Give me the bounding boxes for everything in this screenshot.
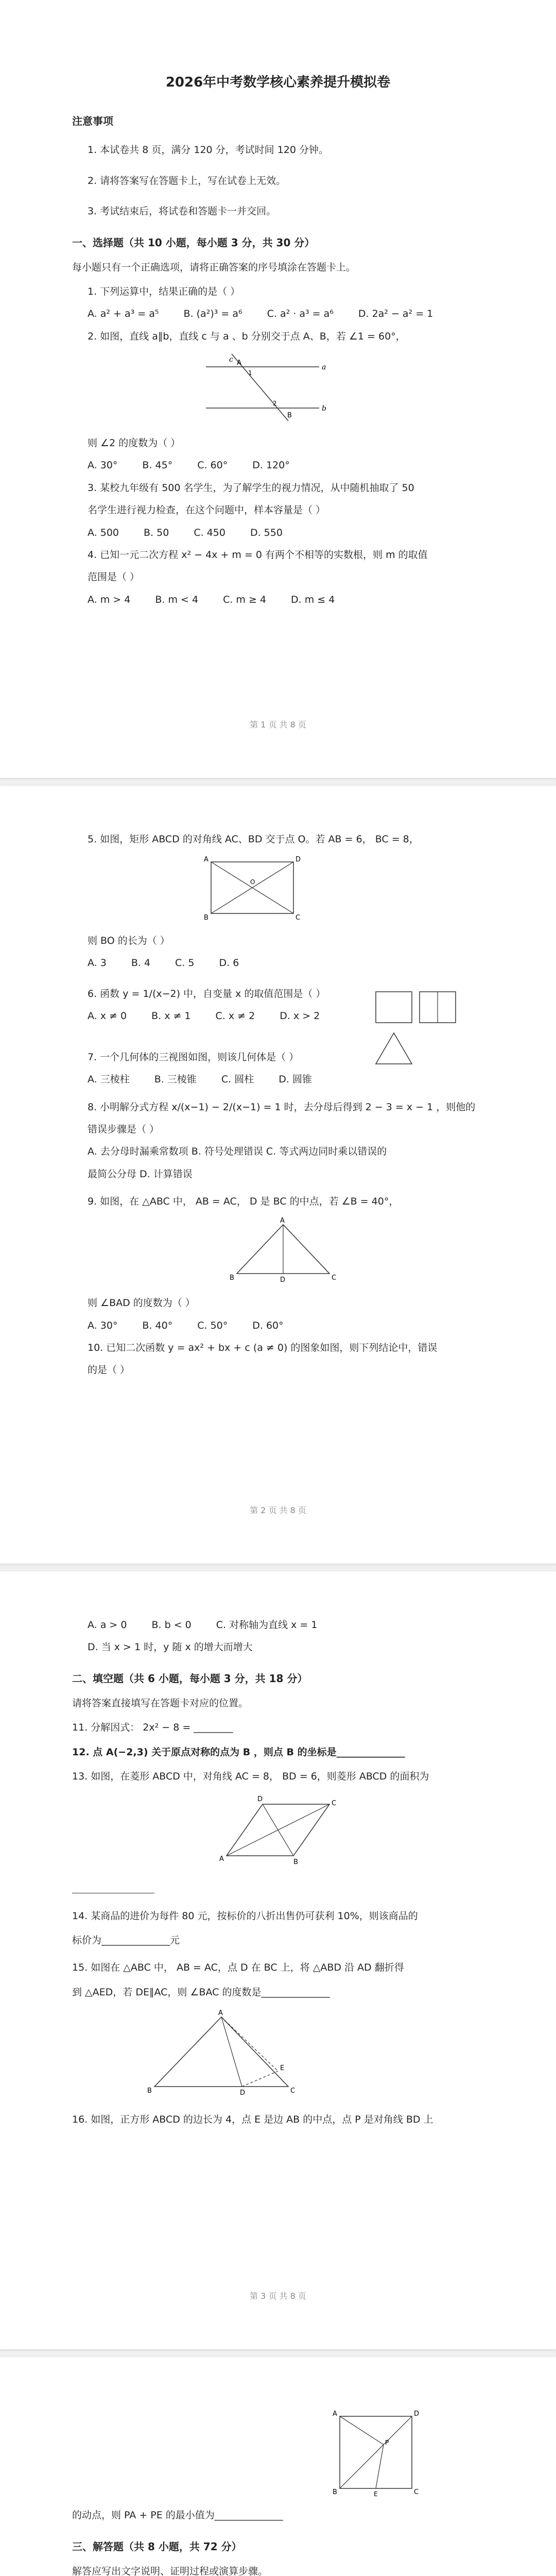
svg-text:C: C xyxy=(414,2488,419,2496)
page-footer: 第 3 页 共 8 页 xyxy=(250,2291,306,2301)
question-3: 3. 某校九年级有 500 名学生，为了解学生的视力情况，从中随机抽取了 50 xyxy=(88,482,414,494)
question-7: 7. 一个几何体的三视图如图，则该几何体是（ ） xyxy=(88,1051,299,1063)
svg-text:P: P xyxy=(385,2439,389,2446)
svg-text:B: B xyxy=(293,1858,298,1866)
option-c: C. 50° xyxy=(197,1319,228,1331)
svg-text:C: C xyxy=(296,914,301,922)
question-8-cont-3: 最简公分母 D. 计算错误 xyxy=(88,1168,193,1180)
question-2-cont: 则 ∠2 的度数为（ ） xyxy=(88,437,181,449)
rectangle-diagram xyxy=(201,854,304,921)
svg-text:O: O xyxy=(250,878,255,886)
svg-text:D: D xyxy=(240,2089,246,2097)
svg-text:b: b xyxy=(322,404,326,413)
svg-text:D: D xyxy=(414,2410,420,2418)
question-16: 16. 如图，正方形 ABCD 的边长为 4，点 E 是边 AB 的中点，点 P 是对角线 BD 上 xyxy=(72,2113,433,2125)
svg-text:D: D xyxy=(296,856,301,864)
option-a: A. 30° xyxy=(88,460,118,471)
svg-text:B: B xyxy=(333,2488,337,2496)
option-c: C. x ≠ 2 xyxy=(215,1010,255,1022)
svg-text:A: A xyxy=(204,856,208,864)
question-8: 8. 小明解分式方程 x/(x−1) − 2/(x−1) = 1 时，去分母后得到 2 − 3 = x − 1 ，则他的 xyxy=(88,1101,476,1113)
option-b: B. 45° xyxy=(142,460,173,471)
question-1: 1. 下列运算中，结果正确的是（ ） xyxy=(88,286,240,298)
option-d: D. x > 2 xyxy=(280,1010,320,1022)
svg-text:C: C xyxy=(332,1274,337,1282)
section-1-heading: 一、选择题（共 10 小题，每小题 3 分，共 30 分） xyxy=(72,236,315,249)
question-14: 14. 某商品的进价为每件 80 元，按标价的八折出售仍可获利 10%，则该商品的 xyxy=(72,1910,418,1922)
page-1 xyxy=(0,0,556,778)
svg-text:2: 2 xyxy=(273,400,277,408)
option-d: D. 120° xyxy=(252,460,290,471)
svg-text:A: A xyxy=(219,1855,224,1863)
question-13: 13. 如图，在菱形 ABCD 中，对角线 AC = 8， BD = 6，则菱形 ABCD 的面积为 xyxy=(72,1771,429,1783)
option-d: D. m ≤ 4 xyxy=(291,594,335,605)
option-b: B. x ≠ 1 xyxy=(151,1010,191,1022)
parallel-lines-diagram xyxy=(201,351,324,423)
option-c: C. 450 xyxy=(194,527,225,538)
svg-text:D: D xyxy=(280,1276,286,1284)
square-diagram xyxy=(329,2409,422,2496)
option-c: C. 圆柱 xyxy=(221,1074,254,1086)
question-14-cont: 标价为______________元 xyxy=(72,1934,180,1946)
section-2-heading: 二、填空题（共 6 小题，每小题 3 分，共 18 分） xyxy=(72,1672,308,1685)
rhombus-diagram xyxy=(216,1794,340,1866)
question-2-options xyxy=(88,458,484,473)
notice-item: 2. 请将答案写在答题卡上，写在试卷上无效。 xyxy=(88,175,286,187)
option-a: A. a > 0 xyxy=(88,1619,127,1631)
svg-text:E: E xyxy=(280,2064,285,2073)
svg-text:B: B xyxy=(230,1274,234,1282)
svg-text:1: 1 xyxy=(248,369,252,377)
question-16-cont: 的动点，则 PA + PE 的最小值为______________ xyxy=(72,2510,283,2521)
question-15: 15. 如图在 △ABC 中， AB = AC，点 D 在 BC 上，将 △ABD 沿 AD 翻折得 xyxy=(72,1962,404,1974)
svg-text:A: A xyxy=(280,1216,285,1225)
question-4: 4. 已知一元二次方程 x² − 4x + m = 0 有两个不相等的实数根，则 m 的取值 xyxy=(88,549,428,561)
option-c: C. a² · a³ = a⁶ xyxy=(267,308,334,320)
rhombus-figure xyxy=(216,1794,484,1871)
three-view-diagram xyxy=(371,987,463,1069)
option-d: D. 圆锥 xyxy=(279,1074,312,1086)
option-a: A. x ≠ 0 xyxy=(88,1010,127,1022)
svg-text:a: a xyxy=(322,363,326,372)
page-4 xyxy=(0,2357,556,2576)
triangle-diagram xyxy=(227,1217,340,1284)
question-10: 10. 已知二次函数 y = ax² + bx + c (a ≠ 0) 的图象如图，则下列结论中，错误 xyxy=(88,1342,438,1353)
rectangle-figure xyxy=(201,854,484,926)
page-3 xyxy=(0,1571,556,2349)
fold-triangle-figure xyxy=(144,2009,484,2102)
option-d: D. 当 x > 1 时，y 随 x 的增大而增大 xyxy=(88,1641,253,1653)
svg-text:A: A xyxy=(333,2410,337,2418)
three-view-figure xyxy=(371,987,463,1074)
notice-heading: 注意事项 xyxy=(72,115,113,128)
question-4-options xyxy=(88,592,484,607)
question-2: 2. 如图，直线 a∥b，直线 c 与 a 、b 分别交于点 A、B，若 ∠1 = 60°， xyxy=(88,330,406,342)
option-a: A. 三棱柱 xyxy=(88,1074,130,1086)
question-5-cont: 则 BO 的长为（ ） xyxy=(88,935,170,946)
option-c: C. 60° xyxy=(197,460,228,471)
option-d: D. 2a² − a² = 1 xyxy=(358,308,433,320)
svg-text:c: c xyxy=(229,355,233,364)
option-b: B. (a²)³ = a⁶ xyxy=(183,308,242,320)
question-13-blank xyxy=(72,1878,484,1893)
svg-text:B: B xyxy=(287,412,292,420)
svg-text:E: E xyxy=(374,2490,378,2498)
page-2 xyxy=(0,786,556,1564)
option-d: D. 550 xyxy=(250,527,283,538)
parallel-lines-figure xyxy=(201,351,484,428)
notice-item: 3. 考试结束后，将试卷和答题卡一并交回。 xyxy=(88,206,276,217)
question-6: 6. 函数 y = 1/(x−2) 中，自变量 x 的取值范围是（ ） xyxy=(88,988,326,999)
question-3-cont: 名学生进行视力检查，在这个问题中，样本容量是（ ） xyxy=(88,504,326,516)
svg-text:C: C xyxy=(290,2087,296,2095)
page-footer: 第 2 页 共 8 页 xyxy=(250,1505,306,1516)
question-15-cont: 到 △AED，若 DE∥AC，则 ∠BAC 的度数是______________ xyxy=(72,1986,330,1998)
question-1-options xyxy=(88,307,484,321)
question-11: 11. 分解因式： 2x² − 8 = ________ xyxy=(72,1722,233,1734)
option-a: A. 500 xyxy=(88,527,119,538)
option-a: A. m > 4 xyxy=(88,594,131,605)
svg-text:C: C xyxy=(332,1799,337,1807)
section-2-intro: 请将答案直接填写在答题卡对应的位置。 xyxy=(72,1697,249,1709)
section-3-intro: 解答应写出文字说明、证明过程或演算步骤。 xyxy=(72,2565,268,2576)
option-a: A. 3 xyxy=(88,957,107,969)
fold-triangle-diagram xyxy=(144,2009,299,2097)
svg-text:B: B xyxy=(204,914,208,922)
question-3-options xyxy=(88,526,484,540)
option-c: C. 5 xyxy=(175,957,195,969)
option-a: A. a² + a³ = a⁵ xyxy=(88,308,159,320)
triangle-figure xyxy=(227,1217,484,1289)
question-12: 12. 点 A(−2,3) 关于原点对称的点为 B ，则点 B 的坐标是______________ xyxy=(72,1746,405,1758)
question-5-options xyxy=(88,956,484,971)
document-title: 2026年中考数学核心素养提升模拟卷 xyxy=(165,75,391,90)
question-8-cont-2: A. 去分母时漏乘常数项 B. 符号处理错误 C. 等式两边同时乘以错误的 xyxy=(88,1146,387,1158)
question-10-cont: 的是（ ） xyxy=(88,1364,130,1376)
option-b: B. 40° xyxy=(142,1319,173,1331)
svg-text:B: B xyxy=(147,2087,152,2095)
option-b: B. m < 4 xyxy=(155,594,199,605)
question-8-cont: 错误步骤是（ ） xyxy=(88,1123,160,1135)
option-b: B. b < 0 xyxy=(151,1619,192,1631)
option-c: C. 对称轴为直线 x = 1 xyxy=(216,1619,318,1631)
section-1-intro: 每小题只有一个正确选项，请将正确答案的序号填涂在答题卡上。 xyxy=(72,261,356,273)
option-b: B. 三棱锥 xyxy=(154,1074,197,1086)
question-5: 5. 如图，矩形 ABCD 的对角线 AC、BD 交于点 O。若 AB = 6， BC = 8， xyxy=(88,834,419,845)
question-7-options xyxy=(88,1072,484,1087)
option-d: D. 60° xyxy=(252,1319,284,1331)
question-9-options xyxy=(88,1318,484,1333)
question-9: 9. 如图，在 △ABC 中， AB = AC， D 是 BC 的中点，若 ∠B = 40°， xyxy=(88,1196,399,1208)
option-b: B. 4 xyxy=(131,957,151,969)
svg-text:A: A xyxy=(218,2009,223,2018)
square-figure xyxy=(329,2409,484,2501)
svg-text:D: D xyxy=(257,1795,263,1803)
notice-item: 1. 本试卷共 8 页，满分 120 分，考试时间 120 分钟。 xyxy=(88,144,329,156)
page-footer: 第 1 页 共 8 页 xyxy=(250,720,306,730)
question-9-cont: 则 ∠BAD 的度数为（ ） xyxy=(88,1297,195,1309)
option-c: C. m ≥ 4 xyxy=(223,594,267,605)
question-4-cont: 范围是（ ） xyxy=(88,571,140,583)
option-d: D. 6 xyxy=(219,957,239,969)
option-b: B. 50 xyxy=(144,527,169,538)
svg-text:A: A xyxy=(237,359,241,367)
option-a: A. 30° xyxy=(88,1319,118,1331)
section-3-heading: 三、解答题（共 8 小题，共 72 分） xyxy=(72,2540,242,2553)
question-10-options xyxy=(88,1618,484,1633)
